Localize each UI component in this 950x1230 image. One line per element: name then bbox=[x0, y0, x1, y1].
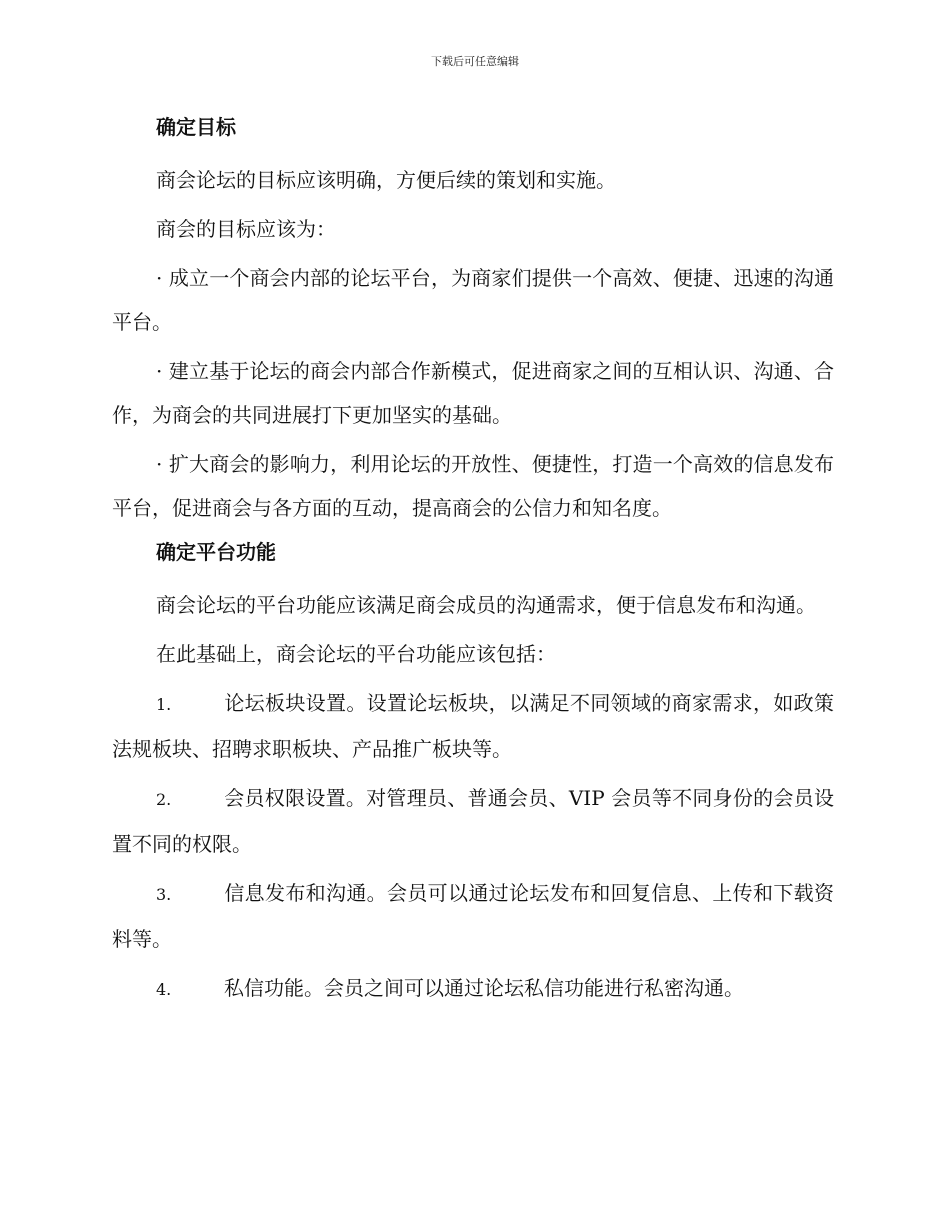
list-number: 2. bbox=[156, 790, 172, 809]
list-number: 1. bbox=[156, 695, 172, 714]
list-number: 3. bbox=[156, 885, 172, 904]
goal-bullet-3: · 扩大商会的影响力，利用论坛的开放性、便捷性，打造一个高效的信息发布平台，促进商会与各方面的互动，提高商会的公信力和知名度。 bbox=[112, 452, 834, 520]
features-lead-paragraph: 在此基础上，商会论坛的平台功能应该包括： bbox=[156, 642, 556, 666]
page-header-note: 下载后可任意编辑 bbox=[431, 55, 519, 68]
features-list-item-4 bbox=[112, 966, 834, 1012]
goal-bullet-2: · 建立基于论坛的商会内部合作新模式，促进商家之间的互相认识、沟通、合作，为商会的共同进展打下更加坚实的基础。 bbox=[112, 359, 834, 427]
list-number: 4. bbox=[156, 980, 172, 999]
list-item-text: 论坛板块设置。设置论坛板块，以满足不同领域的商家需求，如政策法规板块、招聘求职板块、产品推广板块等。 bbox=[112, 691, 834, 761]
features-list-item-3 bbox=[112, 871, 834, 961]
features-list-item-2 bbox=[112, 776, 834, 866]
document-body bbox=[112, 110, 834, 1017]
goal-bullet-1: · 成立一个商会内部的论坛平台，为商家们提供一个高效、便捷、迅速的沟通平台。 bbox=[112, 266, 834, 334]
section-heading-features: 确定平台功能 bbox=[156, 540, 276, 564]
goal-lead-paragraph: 商会的目标应该为： bbox=[156, 217, 336, 241]
list-item-text: 信息发布和沟通。会员可以通过论坛发布和回复信息、上传和下载资料等。 bbox=[112, 881, 834, 951]
features-intro-paragraph: 商会论坛的平台功能应该满足商会成员的沟通需求，便于信息发布和沟通。 bbox=[156, 593, 816, 617]
list-item-text: 私信功能。会员之间可以通过论坛私信功能进行私密沟通。 bbox=[224, 976, 744, 1000]
goal-intro-paragraph: 商会论坛的目标应该明确，方便后续的策划和实施。 bbox=[156, 168, 616, 192]
features-list-item-1 bbox=[112, 681, 834, 771]
section-heading-goal: 确定目标 bbox=[156, 115, 236, 139]
list-item-text: 会员权限设置。对管理员、普通会员、VIP 会员等不同身份的会员设置不同的权限。 bbox=[112, 786, 834, 856]
